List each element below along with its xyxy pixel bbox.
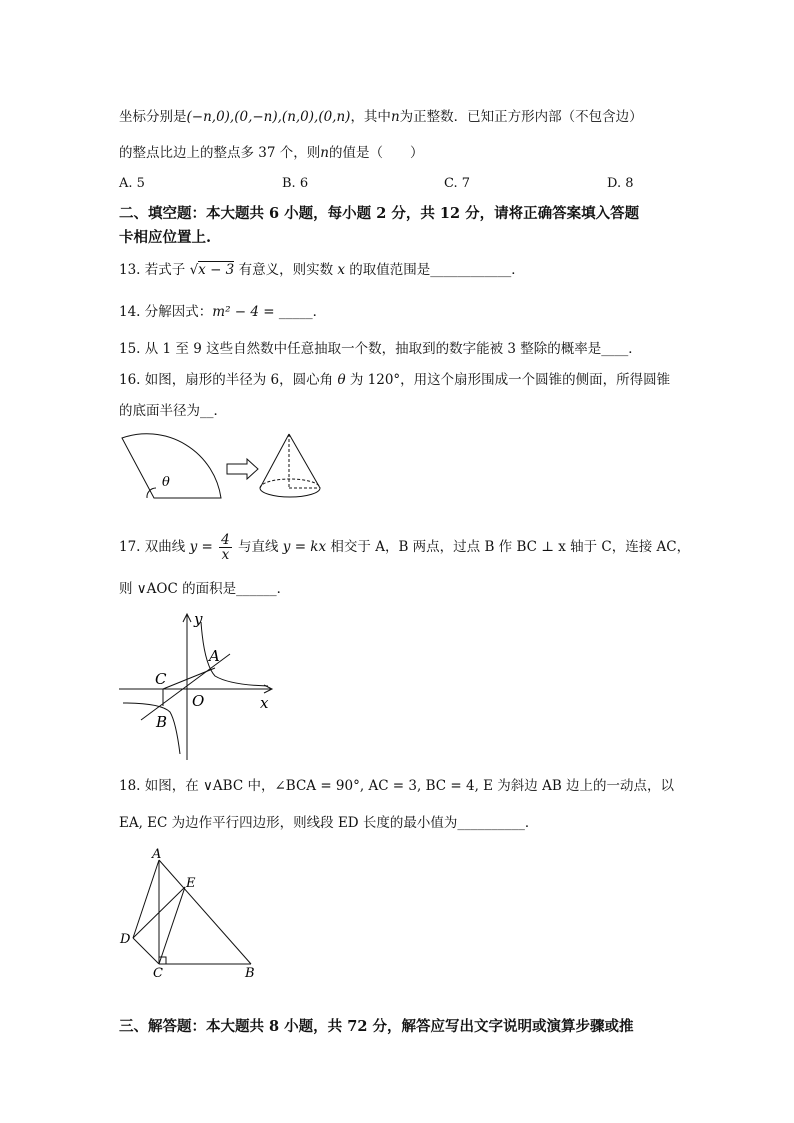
q18-line2: EA, EC 为边作平行四边形，则线段 ED 长度的最小值为__________． (119, 815, 539, 831)
q14-expr: m² − 4 = (212, 304, 275, 320)
hyperbola-branch-2 (123, 703, 180, 754)
q18-line1: 18. 如图，在 ∨ABC 中，∠BCA = 90°, AC = 3, BC = 4, E 为斜边 AB 边上的一动点，以 (119, 778, 675, 794)
label-c: C (153, 966, 163, 981)
q17-fraction (219, 533, 232, 562)
hyperbola-branch-1 (201, 622, 268, 686)
q14-suffix: _____． (274, 304, 327, 320)
label-b: B (245, 966, 255, 981)
q12-text-d: 的整点比边上的整点多 37 个，则 (119, 145, 321, 161)
q12-text-e: 的值是（ ） (328, 145, 424, 161)
q13-prefix: 13. 若式子 (119, 262, 190, 278)
label-a: A (152, 847, 162, 862)
arrow-shape (227, 459, 258, 479)
label-o: O (192, 692, 205, 710)
q14-prefix: 14. 分解因式： (119, 304, 213, 320)
segment-ac (163, 668, 215, 689)
x-axis-arrow (264, 685, 272, 693)
q12-choice-c: C. 7 (444, 176, 471, 191)
segment-ad (133, 860, 159, 938)
section2-heading-line1: 二、填空题：本大题共 6 小题，每小题 2 分，共 12 分，请将正确答案填入答题 (119, 205, 640, 222)
cone-shape (260, 434, 320, 497)
q14-line (119, 303, 326, 321)
q16-text-b: 为 120°，用这个扇形围成一个圆锥的侧面，所得圆锥 (345, 372, 671, 388)
label-b: B (156, 713, 168, 731)
q16-line1 (119, 371, 670, 389)
q16-theta: θ (337, 372, 346, 388)
q13-var: x (337, 262, 345, 278)
q17-denominator: x (221, 547, 230, 563)
y-axis-arrow (183, 614, 191, 622)
label-a: A (209, 647, 220, 665)
q17-mid2: 相交于 A，B 两点，过点 B 作 BC ⊥ x 轴于 C，连接 AC， (326, 539, 691, 555)
q12-choice-a: A. 5 (119, 176, 145, 191)
q17-line1 (119, 533, 690, 562)
q12-text-b: ，其中 (350, 109, 391, 125)
q17-y-eq: y = (189, 539, 213, 555)
q17-line2: 则 ∨AOC 的面积是______． (119, 581, 291, 597)
q12-coords: (−n,0),(0,−n),(n,0),(0,n) (186, 109, 351, 125)
label-c: C (155, 670, 167, 688)
q12-text-c: 为正整数．已知正方形内部（不包含边） (399, 109, 643, 125)
q13-radicand: x − 3 (198, 262, 235, 278)
q12-line1 (119, 108, 643, 126)
q12-choice-d: D. 8 (607, 176, 634, 191)
q12-text-a: 坐标分别是 (119, 109, 187, 125)
q17-numerator: 4 (221, 532, 230, 548)
segment-ec (159, 887, 185, 964)
right-angle-mark (159, 957, 166, 964)
q16-text-a: 16. 如图，扇形的半径为 6，圆心角 (119, 372, 338, 388)
q13-suffix: 的取值范围是____________． (345, 262, 525, 278)
q12-choice-b: B. 6 (282, 176, 309, 191)
q13-sqrt-sign: √ (189, 262, 199, 278)
section3-heading-line1: 三、解答题：本大题共 8 小题，共 72 分，解答应写出文字说明或演算步骤或推 (119, 1018, 634, 1035)
q16-line2: 的底面半径为__． (119, 403, 227, 419)
segment-ab (159, 860, 251, 964)
segment-dc (133, 938, 159, 964)
q17-line-eq: y = kx (282, 539, 327, 555)
label-x: x (260, 694, 269, 712)
label-e: E (186, 876, 196, 891)
label-y: y (194, 610, 203, 628)
section2-heading-line2: 卡相应位置上. (119, 229, 212, 246)
segment-de (133, 887, 185, 938)
sector-theta-label: θ (162, 475, 170, 490)
q17-mid1: 与直线 (233, 539, 283, 555)
q13-middle: 有意义，则实数 (234, 262, 338, 278)
q15-line: 15. 从 1 至 9 这些自然数中任意抽取一个数，抽取到的数字能被 3 整除的概率是____． (119, 341, 642, 357)
line-kx (141, 654, 230, 720)
q17-prefix: 17. 双曲线 (119, 539, 190, 555)
q12-line2 (119, 144, 423, 162)
q12-var-n-2: n (320, 145, 329, 161)
sector-shape (122, 434, 221, 498)
q12-var-n: n (390, 109, 400, 125)
q13-line (119, 261, 525, 279)
label-d: D (120, 932, 131, 947)
